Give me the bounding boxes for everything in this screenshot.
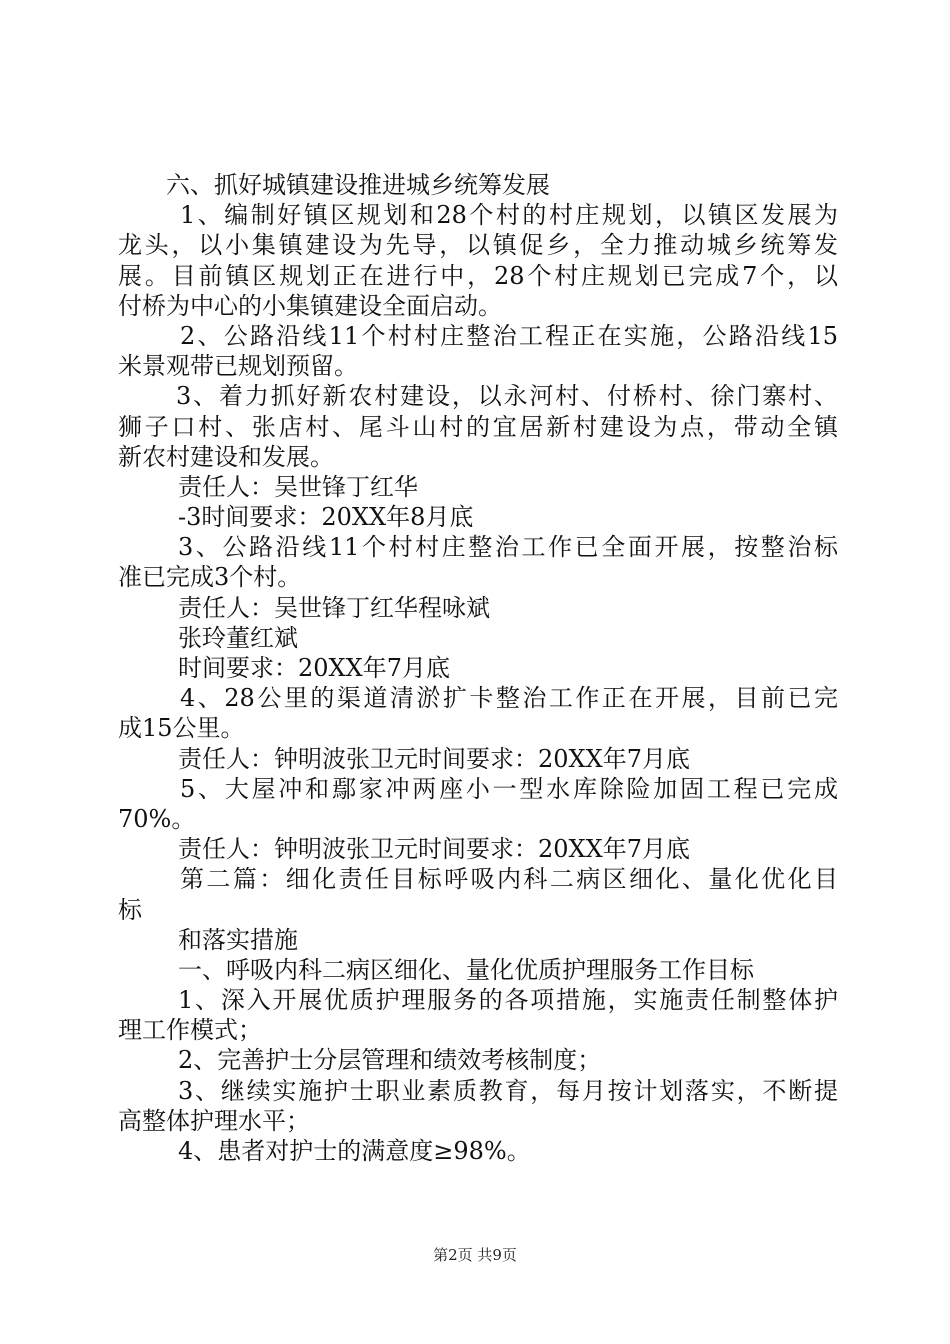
- paragraph-line: 2、完善护士分层管理和绩效考核制度；: [178, 1046, 602, 1075]
- paragraph-line: 高整体护理水平；: [118, 1106, 310, 1135]
- paragraph-line: 4、患者对护士的满意度≥98%。: [178, 1137, 531, 1165]
- paragraph-line: 成15公里。: [118, 714, 245, 743]
- paragraph-line: 龙头，以小集镇建设为先导，以镇促乡，全力推动城乡统筹发: [118, 231, 838, 260]
- paragraph-line: 准已完成3个村。: [118, 563, 302, 592]
- paragraph-line: 3、继续实施护士职业素质教育，每月按计划落实，不断提: [178, 1076, 838, 1105]
- paragraph-line: 1、编制好镇区规划和28个村的村庄规划，以镇区发展为: [180, 201, 838, 230]
- responsible-person: 张玲董红斌: [178, 623, 298, 652]
- responsible-person: 责任人：钟明波张卫元时间要求：20XX年7月底: [178, 744, 690, 773]
- paragraph-line: 理工作模式；: [118, 1016, 262, 1045]
- paragraph-line: 1、深入开展优质护理服务的各项措施，实施责任制整体护: [178, 986, 838, 1015]
- document-body: [118, 170, 838, 1166]
- chapter-heading: 和落实措施: [178, 925, 298, 954]
- paragraph-line: 4、28公里的渠道清淤扩卡整治工作正在开展，目前已完: [180, 684, 838, 713]
- chapter-heading: 第二篇：细化责任目标呼吸内科二病区细化、量化优化目: [180, 865, 838, 894]
- paragraph-line: 展。目前镇区规划正在进行中，28个村庄规划已完成7个，以: [118, 261, 838, 290]
- section-heading: 一、呼吸内科二病区细化、量化优质护理服务工作目标: [178, 955, 754, 984]
- responsible-person: 责任人：吴世锋丁红华程咏斌: [178, 593, 490, 622]
- section-heading: 六、抓好城镇建设推进城乡统筹发展: [166, 171, 550, 199]
- paragraph-line: 70%。: [118, 804, 196, 833]
- time-requirement: -3时间要求：20XX年8月底: [178, 503, 474, 532]
- chapter-heading: 标: [118, 895, 142, 924]
- paragraph-line: 5、大屋冲和鄢家冲两座小一型水库除险加固工程已完成: [180, 774, 838, 803]
- time-requirement: 时间要求：20XX年7月底: [178, 654, 450, 682]
- paragraph-line: 米景观带已规划预留。: [118, 352, 358, 381]
- paragraph-line: 新农村建设和发展。: [118, 442, 334, 471]
- paragraph-line: 付桥为中心的小集镇建设全面启动。: [118, 291, 502, 320]
- page-number-footer: 第2页 共9页: [433, 1246, 517, 1264]
- responsible-person: 责任人：吴世锋丁红华: [178, 472, 418, 501]
- paragraph-line: 2、公路沿线11个村村庄整治工程正在实施，公路沿线15: [180, 321, 838, 350]
- paragraph-line: 狮子口村、张店村、尾斗山村的宜居新村建设为点，带动全镇: [118, 412, 838, 441]
- responsible-person: 责任人：钟明波张卫元时间要求：20XX年7月底: [178, 835, 690, 864]
- paragraph-line: 3、着力抓好新农村建设，以永河村、付桥村、徐门寨村、: [176, 382, 838, 411]
- paragraph-line: 3、公路沿线11个村村庄整治工作已全面开展，按整治标: [178, 533, 838, 562]
